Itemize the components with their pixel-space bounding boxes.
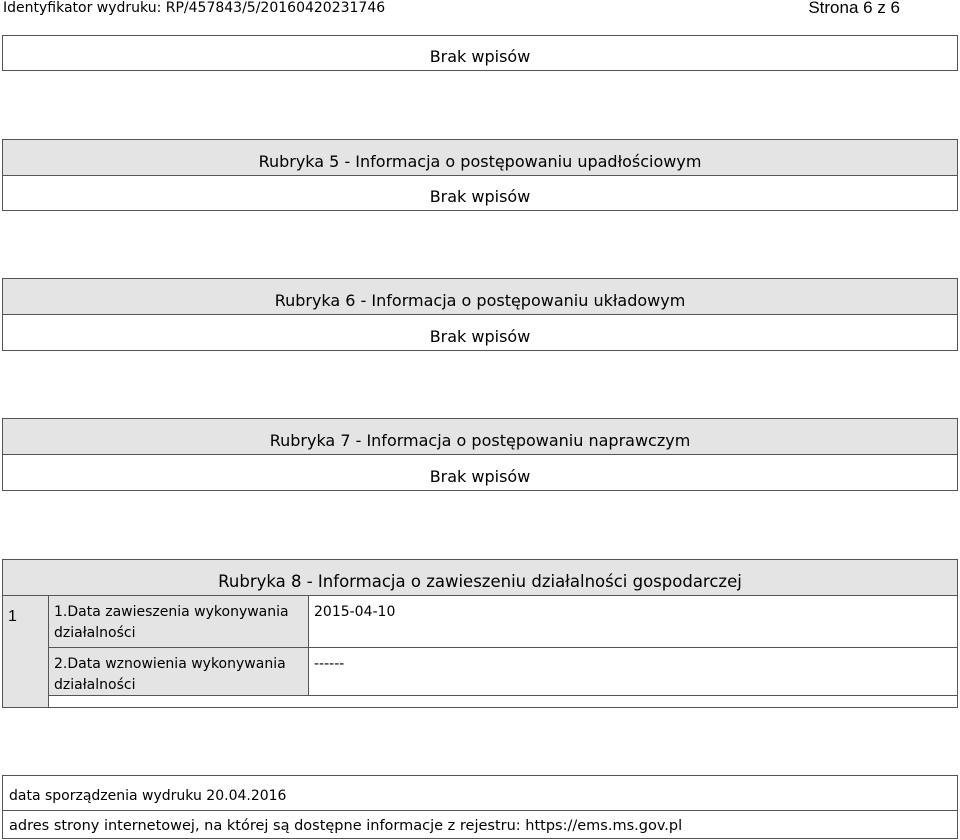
no-entries-text: Brak wpisów [429, 327, 531, 346]
register-website: adres strony internetowej, na której są dostępne informacje z rejestru: https://ems.ms.gov.pl [9, 818, 683, 834]
section-title: Rubryka 8 - Informacja o zawieszeniu działalności gospodarczej [218, 572, 742, 591]
section-header-rubryka-6 [2, 278, 958, 315]
suspension-date: 2015-04-10 [314, 604, 396, 620]
field-value-cell [309, 648, 957, 696]
section-header-rubryka-7 [2, 418, 958, 455]
print-date: data sporządzenia wydruku 20.04.2016 [9, 788, 287, 804]
field-value-cell [309, 596, 957, 648]
section-body-rubryka-7 [2, 454, 958, 491]
section-header-rubryka-5 [2, 139, 958, 176]
section-title: Rubryka 7 - Informacja o postępowaniu naprawczym [269, 431, 691, 450]
footer-divider [3, 810, 957, 811]
print-identifier: Identyfikator wydruku: RP/457843/5/20160420231746 [3, 0, 386, 16]
section-header-rubryka-8 [2, 559, 958, 596]
rubryka-8-entry [2, 595, 958, 708]
resumption-date: ------ [314, 656, 345, 672]
section-title: Rubryka 6 - Informacja o postępowaniu układowym [274, 291, 686, 310]
entry-number: 1 [8, 608, 17, 625]
section-body-rubryka-6 [2, 314, 958, 351]
page-number: Strona 6 z 6 [808, 0, 900, 17]
section-empty-top [2, 35, 958, 71]
section-body-rubryka-5 [2, 175, 958, 211]
section-title: Rubryka 5 - Informacja o postępowaniu upadłościowym [258, 152, 702, 171]
no-entries-text: Brak wpisów [429, 467, 531, 486]
field-label: 1.Data zawieszenia wykonywania działalności [54, 604, 289, 641]
field-label-cell [49, 648, 309, 696]
entry-number-cell [3, 596, 49, 707]
field-label-cell [49, 596, 309, 648]
no-entries-text: Brak wpisów [429, 187, 531, 206]
no-entries-text: Brak wpisów [429, 47, 531, 66]
footer [2, 775, 958, 839]
field-label: 2.Data wznowienia wykonywania działalności [54, 656, 286, 693]
